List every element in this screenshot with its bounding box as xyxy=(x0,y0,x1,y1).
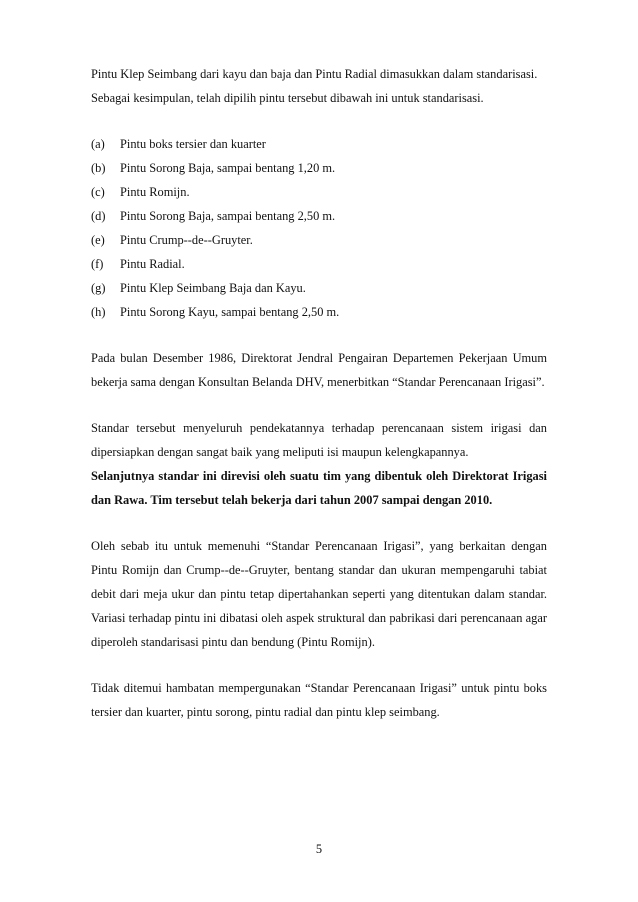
list-item xyxy=(91,156,547,180)
list-item xyxy=(91,252,547,276)
list-item-text: Pintu Sorong Baja, sampai bentang 2,50 m. xyxy=(120,209,336,223)
list-item xyxy=(91,300,547,324)
list-item-text: Pintu Crump--de--Gruyter. xyxy=(120,233,253,247)
list-item-text: Pintu Romijn. xyxy=(120,185,190,199)
list-item-marker: (b) xyxy=(91,161,106,175)
list-item-marker: (g) xyxy=(91,281,106,295)
paragraph-history-1986: Pada bulan Desember 1986, Direktorat Jendral Pengairan Departemen Pekerjaan Umum bekerja sama dengan Konsultan Belanda DHV, menerbitkan “Standar Perencanaan Irigasi”. xyxy=(91,351,547,389)
paragraph-revision-bold: Selanjutnya standar ini direvisi oleh suatu tim yang dibentuk oleh Direktorat Irigasi dan Rawa. Tim tersebut telah bekerja dari tahun 2007 sampai dengan 2010. xyxy=(91,469,547,507)
paragraph-no-obstacles: Tidak ditemui hambatan mempergunakan “Standar Perencanaan Irigasi” untuk pintu boks tersier dan kuarter, pintu sorong, pintu radial dan pintu klep seimbang. xyxy=(91,681,547,719)
list-item-text: Pintu Radial. xyxy=(120,257,185,271)
list-item-text: Pintu Klep Seimbang Baja dan Kayu. xyxy=(120,281,306,295)
paragraph-conclusion: Sebagai kesimpulan, telah dipilih pintu tersebut dibawah ini untuk standarisasi. xyxy=(91,91,484,105)
list-item xyxy=(91,132,547,156)
document-body xyxy=(91,62,547,724)
paragraph-standard-approach: Standar tersebut menyeluruh pendekatannya terhadap perencanaan sistem irigasi dan dipersiapkan dengan sangat baik yang meliputi isi maupun kelengkapannya. xyxy=(91,421,547,459)
gate-list xyxy=(91,132,547,324)
list-item xyxy=(91,180,547,204)
list-item-marker: (d) xyxy=(91,209,106,223)
list-item-marker: (a) xyxy=(91,137,105,151)
list-item-marker: (f) xyxy=(91,257,104,271)
paragraph-romijn-crump: Oleh sebab itu untuk memenuhi “Standar Perencanaan Irigasi”, yang berkaitan dengan Pintu Romijn dan Crump--de--Gruyter, bentang standar dan ukuran mempengaruhi tabiat debit dari meja ukur dan pintu tetap dipertahankan seperti yang ditentukan dalam standar. Variasi terhadap pintu ini dibatasi oleh aspek struktural dan pabrikasi dari perencanaan agar diperoleh standarisasi pintu dan bendung (Pintu Romijn). xyxy=(91,539,547,649)
list-item-marker: (c) xyxy=(91,185,105,199)
list-item-text: Pintu boks tersier dan kuarter xyxy=(120,137,266,151)
list-item xyxy=(91,276,547,300)
list-item xyxy=(91,204,547,228)
list-item-marker: (e) xyxy=(91,233,105,247)
list-item-marker: (h) xyxy=(91,305,106,319)
list-item-text: Pintu Sorong Kayu, sampai bentang 2,50 m. xyxy=(120,305,340,319)
paragraph-standardization-gates: Pintu Klep Seimbang dari kayu dan baja dan Pintu Radial dimasukkan dalam standarisasi. xyxy=(91,67,538,81)
page-number: 5 xyxy=(315,842,323,856)
list-item xyxy=(91,228,547,252)
list-item-text: Pintu Sorong Baja, sampai bentang 1,20 m. xyxy=(120,161,336,175)
